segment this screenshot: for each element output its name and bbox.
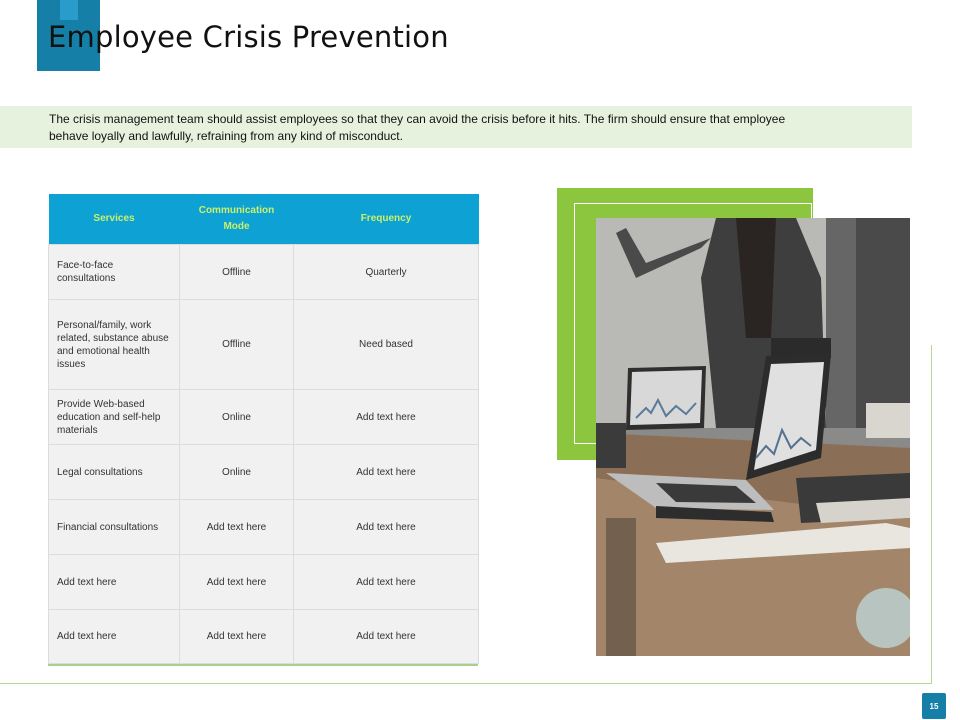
footer-vertical-rule [931,345,932,684]
cell-mode: Offline [180,245,294,300]
cell-frequency: Quarterly [294,245,479,300]
cell-frequency: Add text here [294,445,479,500]
services-table [48,194,479,664]
table-row [49,300,479,390]
cell-service: Provide Web-based education and self-help materials [49,390,180,445]
cell-mode: Add text here [180,555,294,610]
cell-service: Personal/family, work related, substance abuse and emotional health issues [49,300,180,390]
cell-service: Face-to-face consultations [49,245,180,300]
cell-frequency: Add text here [294,390,479,445]
page-number-badge: 15 [922,693,946,719]
cell-mode: Online [180,390,294,445]
table-row [49,445,479,500]
cell-frequency: Add text here [294,500,479,555]
cell-mode: Add text here [180,610,294,664]
table-header-row [49,194,479,245]
cell-mode: Add text here [180,500,294,555]
table-row [49,610,479,664]
header-services: Services [49,194,180,245]
services-table-container [48,194,478,666]
intro-text: The crisis management team should assist employees so that they can avoid the crisis before it hits. The firm should ensure that employee behave loyally and lawfully, refraining from any kind of misconduct. [49,112,786,143]
cell-service: Add text here [49,555,180,610]
cell-mode: Online [180,445,294,500]
cell-mode: Offline [180,300,294,390]
title-accent-strip [60,0,78,20]
footer-horizontal-rule [0,683,932,684]
table-row [49,500,479,555]
table-row [49,390,479,445]
cell-frequency: Need based [294,300,479,390]
header-frequency: Frequency [294,194,479,245]
cell-frequency: Add text here [294,610,479,664]
table-row [49,555,479,610]
cell-service: Financial consultations [49,500,180,555]
cell-service: Add text here [49,610,180,664]
cell-service: Legal consultations [49,445,180,500]
table-row [49,245,479,300]
office-meeting-photo [596,218,910,656]
page-title: Employee Crisis Prevention [48,20,449,54]
cell-frequency: Add text here [294,555,479,610]
header-communication-mode: Communication Mode [180,194,294,245]
